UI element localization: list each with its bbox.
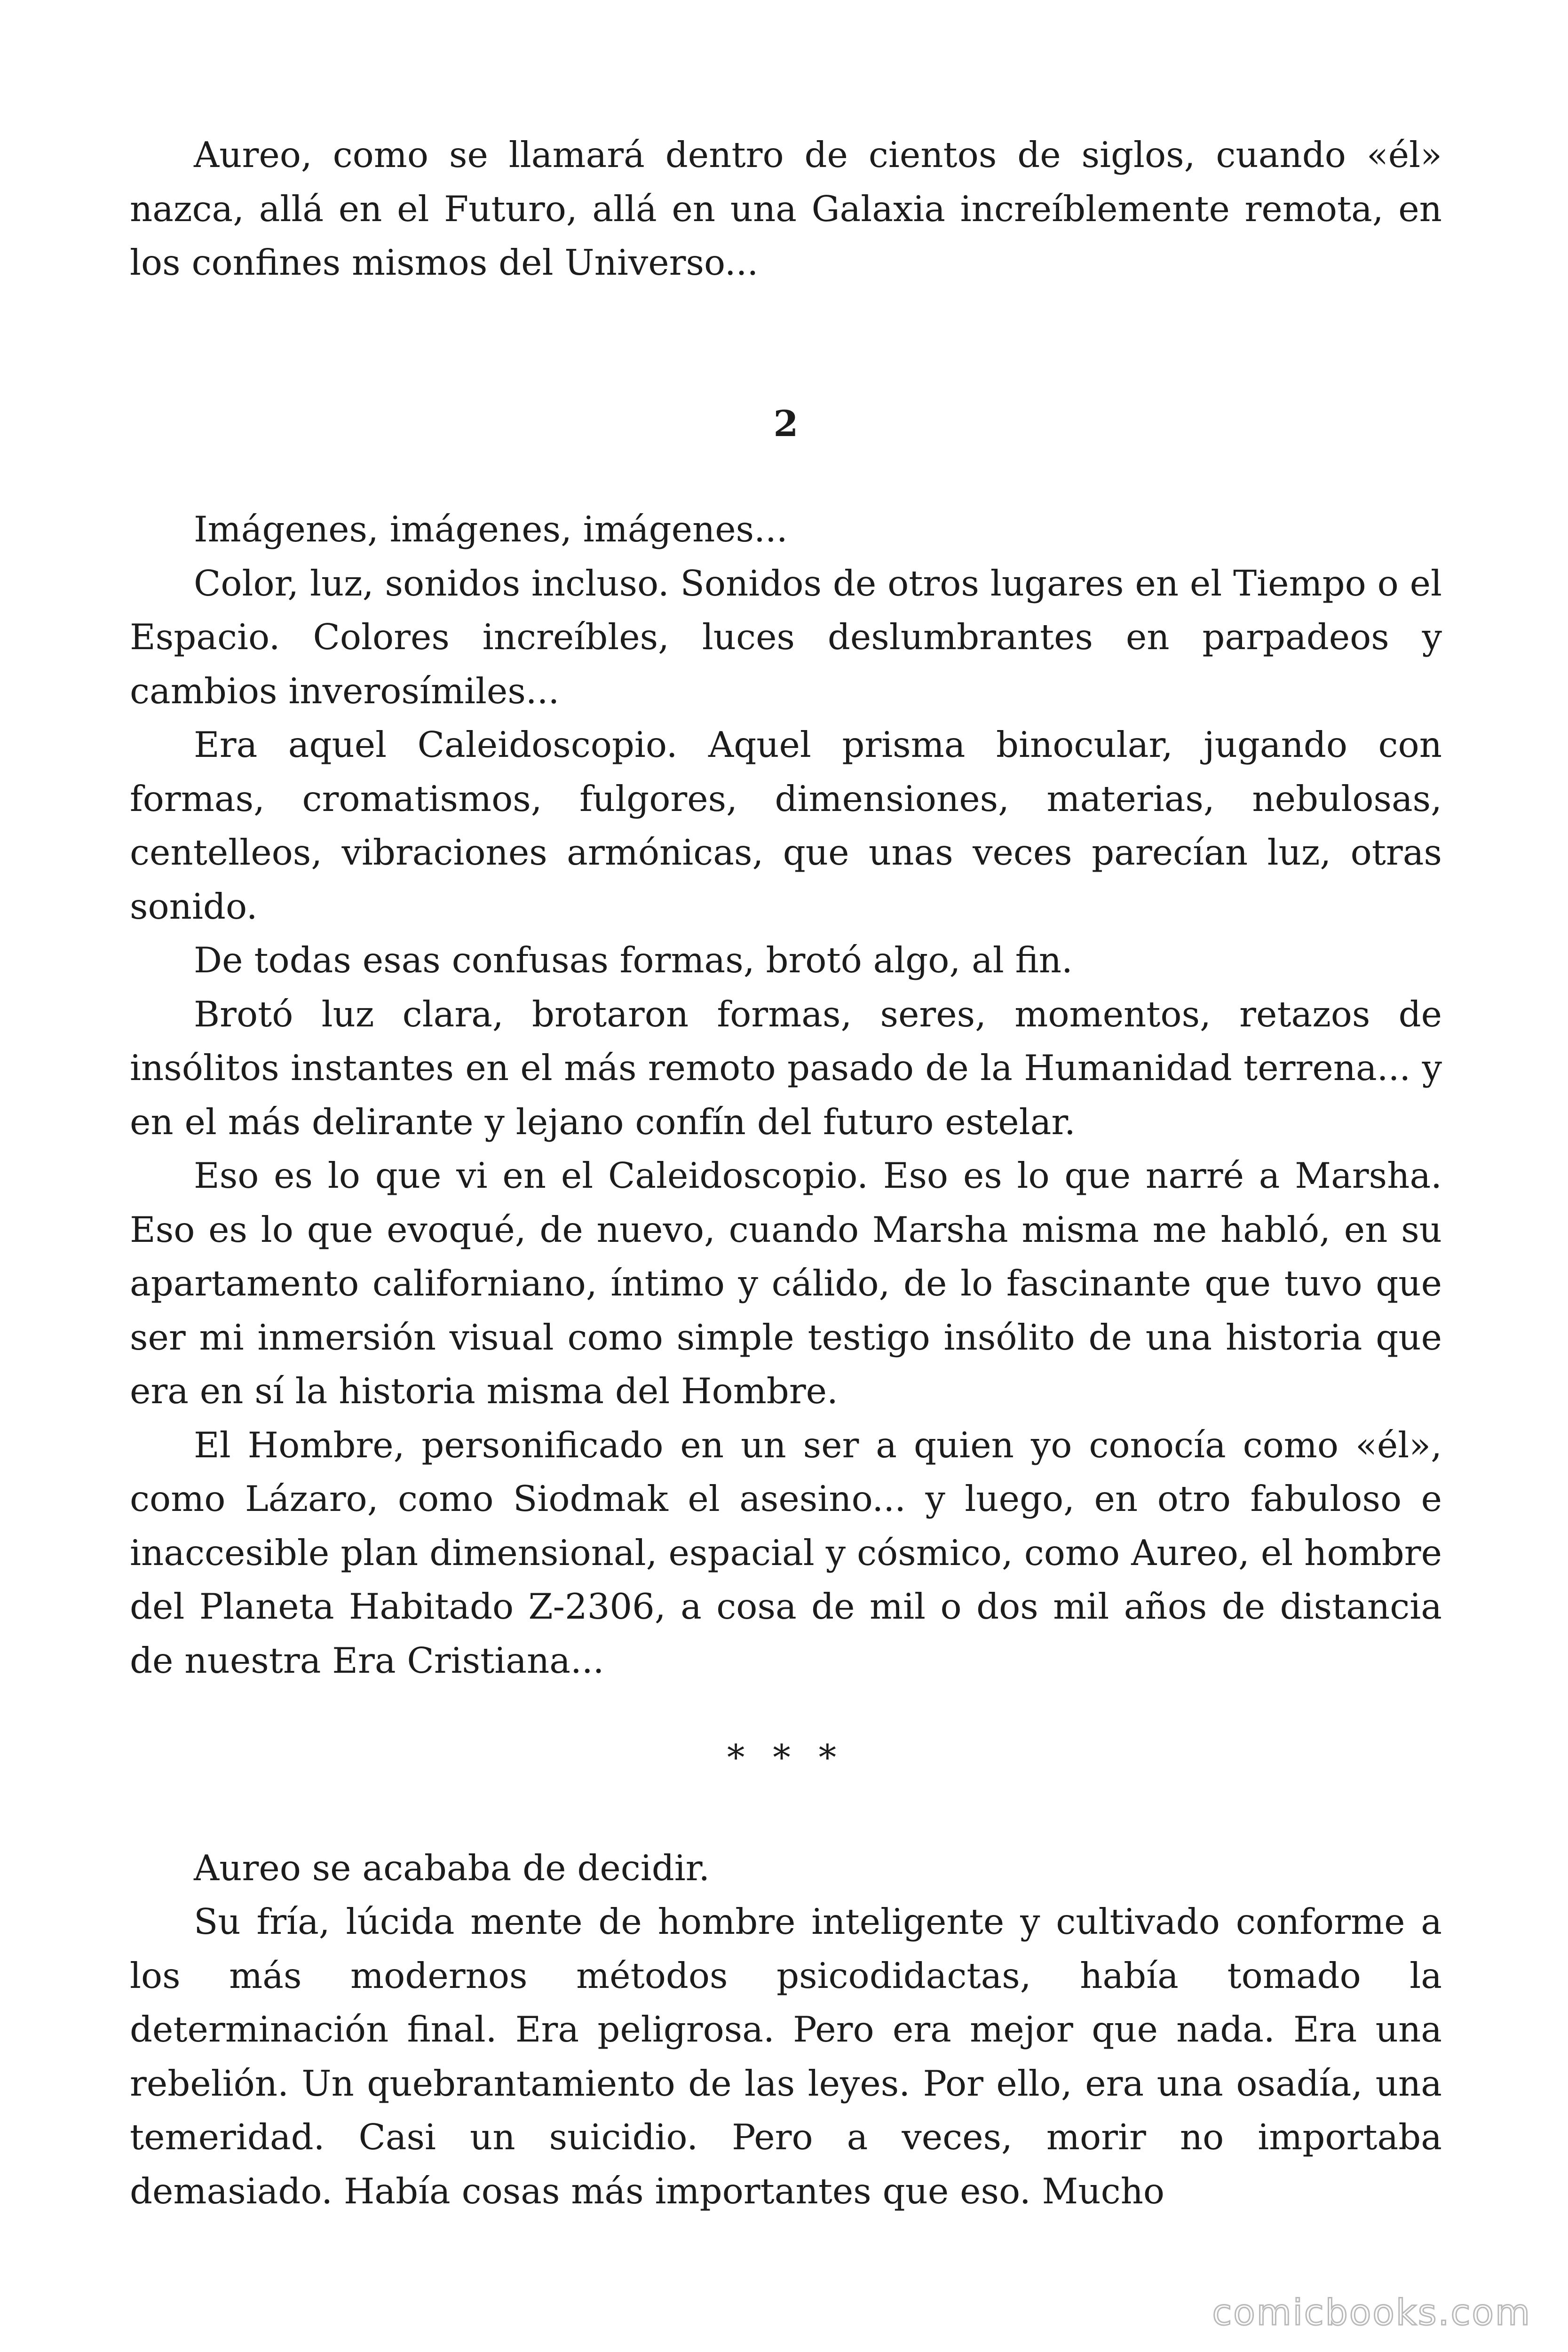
paragraph: Su fría, lúcida mente de hombre inteligente y cultivado conforme a los más modernos métodos psicodidactas, había tomado la determinación final. Era peligrosa. Pero era mejor que nada. Era una rebelión. Un quebrantamiento de las leyes. Por ello, era una osadía, una temeridad. Casi un suicidio. Pero a veces, morir no importaba demasiado. Había cosas más importantes que eso. Mucho [130,1901,1442,2212]
paragraph: De todas esas confusas formas, brotó algo, al fin. [194,939,1073,981]
paragraph: Brotó luz clara, brotaron formas, seres, momentos, retazos de insólitos instantes en el más remoto pasado de la Humanidad terrena... y en el más delirante y lejano confín del futuro estelar. [130,993,1442,1143]
paragraph: Aureo, como se llamará dentro de cientos de siglos, cuando «él» nazca, allá en el Futuro, allá en una Galaxia increíblemente remota, en los confines mismos del Universo... [130,134,1442,283]
paragraph: Color, luz, sonidos incluso. Sonidos de otros lugares en el Tiempo o el Espacio. Colores increíbles, luces deslumbrantes en parpadeos y cambios inverosímiles... [130,562,1442,712]
paragraph: Eso es lo que vi en el Caleidoscopio. Eso es lo que narré a Marsha. Eso es lo que evoqué, de nuevo, cuando Marsha misma me habló, en su apartamento californiano, íntimo y cálido, de lo fascinante que tuvo que ser mi inmersión visual como simple testigo insólito de una historia que era en sí la historia misma del Hombre. [130,1155,1442,1412]
paragraph: Imágenes, imágenes, imágenes... [194,509,788,550]
book-page [130,128,1442,2218]
chapter-number: 2 [773,402,799,445]
section-separator: * * * [727,1737,845,1778]
paragraph: Aureo se acababa de decidir. [194,1847,710,1889]
watermark: comicbooks.com [1212,2291,1531,2333]
paragraph: Era aquel Caleidoscopio. Aquel prisma binocular, jugando con formas, cromatismos, fulgores, dimensiones, materias, nebulosas, centelleos, vibraciones armónicas, que unas veces parecían luz, otras sonido. [130,724,1442,927]
paragraph: El Hombre, personificado en un ser a quien yo conocía como «él», como Lázaro, como Siodmak el asesino... y luego, en otro fabuloso e inaccesible plan dimensional, espacial y cósmico, como Aureo, el hombre del Planeta Habitado Z-2306, a cosa de mil o dos mil años de distancia de nuestra Era Cristiana... [130,1424,1442,1681]
